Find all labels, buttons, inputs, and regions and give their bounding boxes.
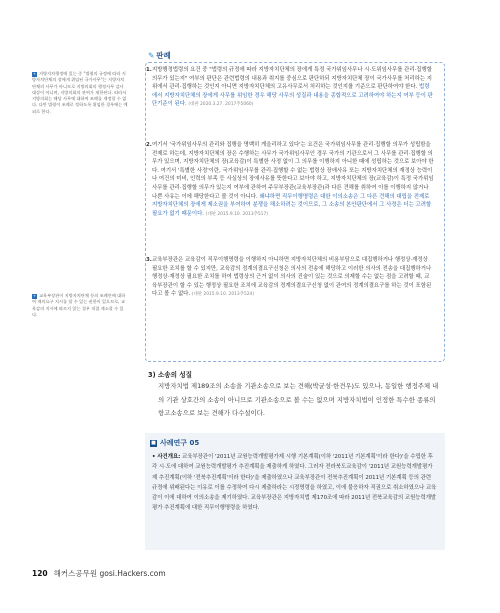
case-item-text: 여기서 '국가위임사무의 관리와 집행을 명백히 게을리하고 있다'는 요건은 국가위임사무를 관리·집행할 의무가 성립함을 전제로 하는데, 지방자치단체의 장은 수행하는 사무가 국가위임사무인 경우 국가의 기관으로서 그 사무를 관리·집행할 의무가 있으며, 지방자치단체의 장(교육감)이 특별한 사정 없이 그 의무를 이행하지 아니한 때에 성립하는 것으로 보아야 한다. 여기서 '특별한 사정'이란, 국가위임사무를 관리·집행할 수 없는 법령상 장애사유 또는 지방자치단체의 재정상 능력이나 여건의 미비, 인력의 부족 등 사실상의 장애사유를 뜻한다고 보아야 하고, 지방자치단체의 장(교육감)이 특정 국가위임사무를 관리·집행할 의무가 있는지 여부에 관하여 주무부장관(교육부장관)과 다른 견해를 취하여 이를 이행하지 않거나 나쁜 사유는 이에 해당한다고 볼 것이 아니다. bbox=[152, 142, 434, 200]
case-item-text: 교육부장관은 교육감이 직무이행명령을 이행하지 아니하면 지방자치단체의 비용부담으로 대집행하거나 행정상·재정상 필요한 조치를 할 수 있지만, 교육감의 정계의결요구신청은 의사의 전송에 해당하고 이러한 의사의 전송을 대집행하거나 행정상·재정상 필요한 조치를 하여 법령상의 근거 없이 의사의 진술이 있는 것으로 의제할 수는 없는 점을 고려할 때, 교육부장관이 할 수 있는 행정상 필요한 조치에 교육감의 정계의결요구신청 없이 관여의 정계의결요구를 하는 것이 포함된다고 볼 수 없다. bbox=[152, 257, 432, 298]
case-item-number: 1. bbox=[146, 67, 152, 73]
case-item-number: 2. bbox=[146, 142, 152, 148]
case-item-emphasis: 법령에서 지방자치단체의 장에게 사무를 위임한 경우 해당 사무의 성질과 내용을 종합적으로 고려하여야 하는지 여부 등이 판단기준이 된다. bbox=[152, 84, 433, 108]
case-item-number: 3. bbox=[146, 257, 152, 263]
gavel-icon: ✎ bbox=[148, 51, 155, 60]
case-item bbox=[146, 66, 434, 136]
plus-icon: + bbox=[32, 71, 36, 76]
case-citation: (대판 2015.9.10. 2013추524) bbox=[191, 292, 255, 298]
case-citation: (대판 2020.3.27. 2017추5060) bbox=[188, 102, 254, 108]
case-item bbox=[146, 256, 434, 336]
case-study-title: 사례연구 05 bbox=[160, 439, 200, 447]
case-study-body: 교육부장관이 '2011년 교원능력개발평가제 시행 기본계획(이하 '2011년 기본계획'이라 한다)'을 수립한 후 각 시·도에 대하여 교원능력개발평가 추진계획을 제출하게 하였다. 그러자 전라북도교육감이 '2011년 교원능력개발평가제 추진계획(이하 '전북추진계획'이라 한다)'을 제출하였으나 교육부장관이 전북추진계획이 2011년 기본계획 등의 관련 규정에 위배된다는 이유로 이를 수정하여 다시 제출하라는 시정명령을 하였고, 이에 불응하자 직권으로 취소하였으나 교육감이 이에 대하여 이의소송을 제기하였다. 교육부장관은 지방자치법 제170조에 따라 2011년 전북교육감의 교원능력개발평가 추진계획에 대한 직무이행명령을 하였다. bbox=[152, 454, 437, 512]
publisher-text: 해커스공무원 gosi.Hackers.com bbox=[53, 569, 166, 578]
case-item bbox=[146, 141, 434, 265]
plus-icon: + bbox=[32, 293, 36, 298]
page-number: 120 bbox=[32, 569, 48, 578]
case-citation: (대판 2015.9.10. 2013추517) bbox=[205, 211, 268, 217]
case-study-text bbox=[152, 452, 437, 514]
case-header bbox=[148, 50, 171, 61]
case-header-label: 판례 bbox=[156, 51, 171, 60]
side-note-text: 지방자치행정에 있는 중 "법령의 규정에 따라 지방자치단체의 장에게 위임된 국가사무"는 지방자치단체의 사무가 아니므로 지방의회의 행정사무 감사 대상이 아니며, 지방의회의 관여가 제한된다. 따라서 지방의회는 해당 사무에 대하여 조례를 제정할 수 없다. 다만 법령이 조례로 정하도록 위임한 경우에는 예외로 한다. bbox=[32, 71, 128, 114]
case-study-lead: • 사건개요: bbox=[152, 454, 181, 460]
side-note-text: 교육부장관이 지방자치단체 등의 조례안에 대하여 재의요구 지시를 할 수 있는 권한이 있으므로, 교육감의 지시에 따르지 않는 경우 직접 제소할 수 있다. bbox=[32, 293, 126, 317]
case-study-icon: ■ bbox=[151, 439, 156, 446]
side-note bbox=[32, 293, 128, 318]
side-note bbox=[32, 71, 128, 115]
case-item-text: 지방행정법령의 요건 중 "법령의 규정에 따라 지방자치단체의 장에게 특정 국가위임사무나 시·도위임사무를 관리·집행할 의무가 있는지" 여부의 판단은 관련법령의 내용과 취지를 중심으로 판단하되 지방자치단체 장이 국가사무를 처리하는 지위에서 관리·집행하는 것인지 아니면 지방자치단체의 고유사무로서 처리하는 것인지를 기준으로 판단하여야 한다. bbox=[152, 67, 432, 91]
case-item-emphasis: 왜냐하면 직무이행명령은 대한 이의소송은 그 다른 견해의 대립을 전제로 지방자치단체의 장에게 제소권을 부여하여 분쟁을 해소하려는 것이므로, 그 소송의 본안판단에서 그 사정은 더는 고려할 필요가 없기 때문이다. bbox=[152, 193, 432, 217]
body-paragraph: 지방자치법 제189조의 소송을 기관소송으로 보는 견해(박균성·한견우)도 있으나, 동일한 행정주체 내의 기관 상호간의 소송이 아니므로 기관소송으로 볼 수는 없으며 지방자치법이 인정한 특수한 종류의 항고소송으로 보는 견해가 다수설이다. bbox=[158, 382, 439, 417]
page-footer bbox=[32, 568, 166, 579]
case-study-header bbox=[150, 438, 199, 448]
section-heading: 3) 소송의 성질 bbox=[148, 371, 193, 379]
